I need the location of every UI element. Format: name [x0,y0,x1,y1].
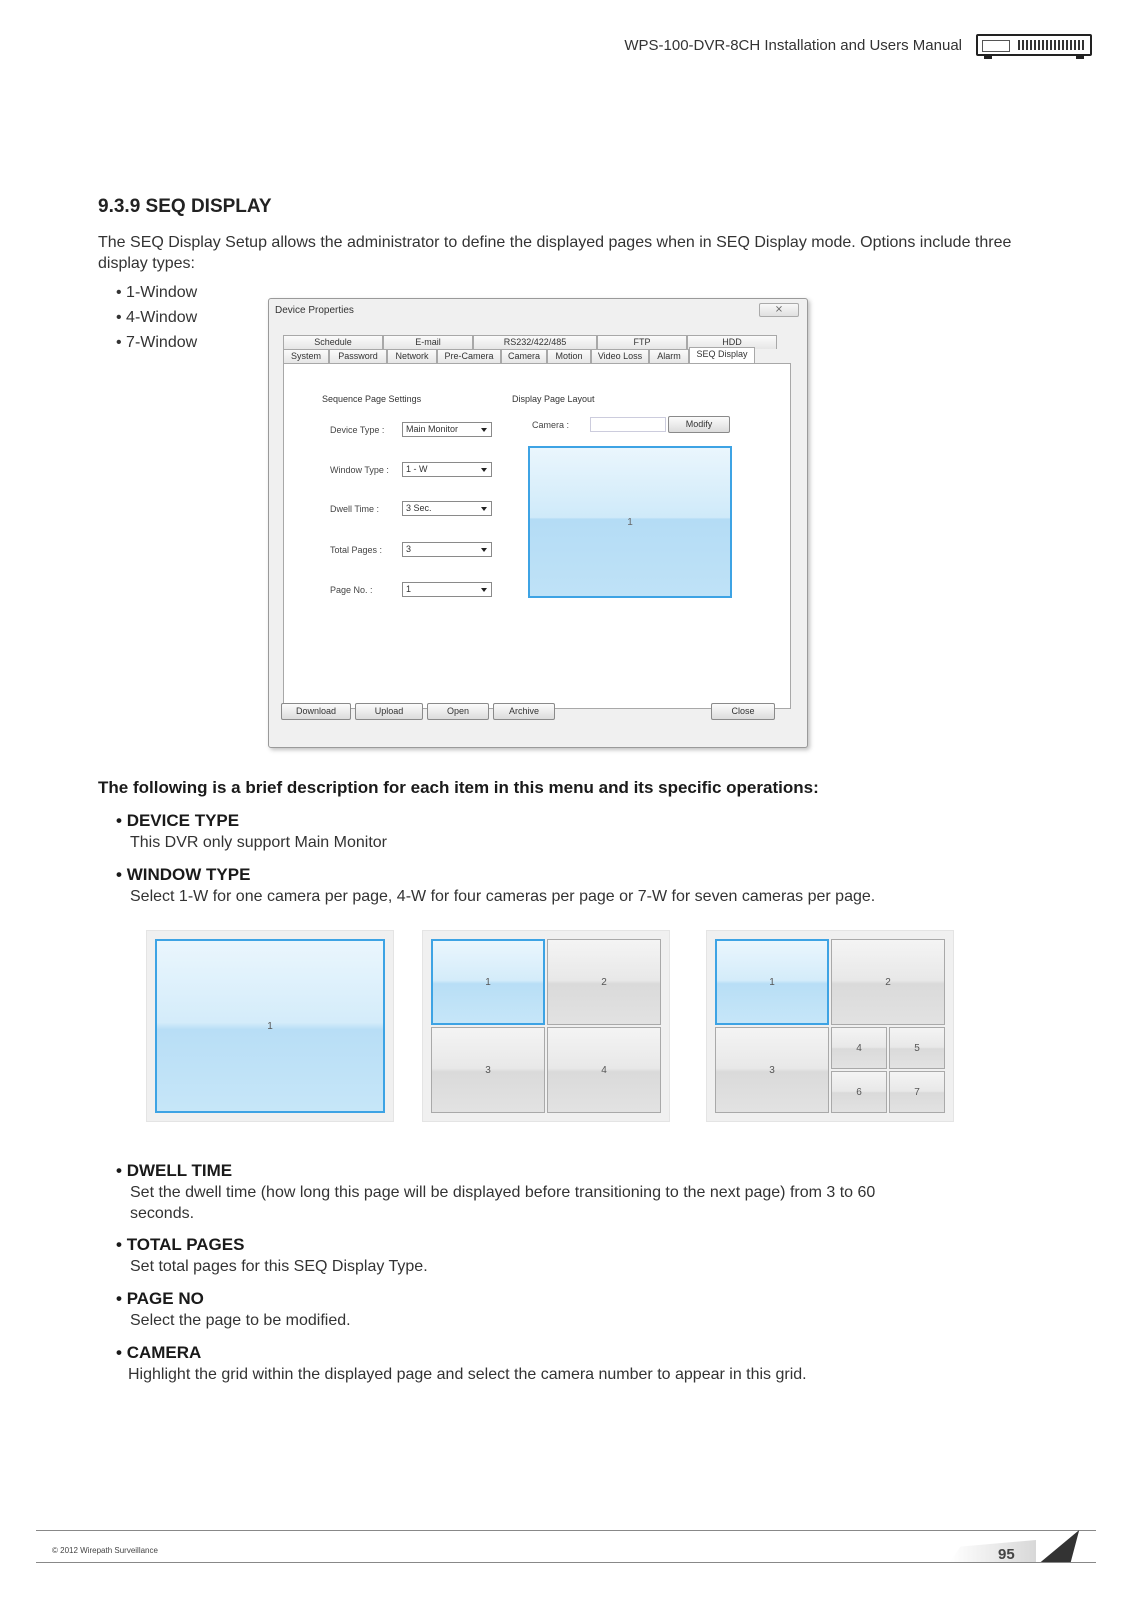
device-type-label: Device Type : [330,425,385,435]
tab-schedule[interactable]: Schedule [283,335,383,349]
device-type-select[interactable] [402,422,492,437]
dwell-time-value: 3 Sec. [406,503,432,513]
upload-button[interactable]: Upload [355,703,423,720]
item-title: • TOTAL PAGES [116,1234,1076,1256]
page-no-value: 1 [406,584,412,594]
download-button[interactable]: Download [281,703,351,720]
item-desc: Select the page to be modified. [130,1312,351,1329]
footer-tab-decoration [950,1540,1036,1562]
tab-seq-display[interactable]: SEQ Display [689,347,755,363]
device-properties-dialog [268,298,808,748]
grid-cell: 1 [715,939,829,1025]
description-item-device-type [116,810,1076,853]
dwell-time-label: Dwell Time : [330,504,380,514]
display-type-item: • 1-Window [116,280,197,305]
window-type-4w-figure [422,930,670,1122]
item-desc: Set the dwell time (how long this page will be displayed before transitioning to the next page) from 3 to 60 seconds. [130,1184,876,1222]
window-type-value: 1 - W [406,464,428,474]
page-no-select[interactable] [402,582,492,597]
tab-rs232[interactable]: RS232/422/485 [473,335,597,349]
close-button[interactable]: Close [711,703,775,720]
grid-cell: 3 [715,1027,829,1113]
grid-cell: 2 [831,939,945,1025]
section-title: 9.3.9 SEQ DISPLAY [98,196,272,217]
open-button[interactable]: Open [427,703,489,720]
item-desc: Select 1-W for one camera per page, 4-W for four cameras per page or 7-W for seven cameras per page. [130,888,876,905]
dwell-time-select[interactable] [402,501,492,516]
description-item-camera [116,1342,1076,1385]
dvr-device-icon [976,34,1092,56]
chevron-down-icon [481,548,487,552]
tab-row-front [283,349,755,363]
item-title: • CAMERA [116,1342,1076,1364]
header-title: WPS-100-DVR-8CH Installation and Users Manual [624,36,962,54]
layout-group-label: Display Page Layout [512,394,595,404]
description-heading: The following is a brief description for each item in this menu and its specific operations: [98,778,819,797]
dialog-title: Device Properties [275,304,354,316]
display-type-item: • 7-Window [116,330,197,355]
seq-display-panel [283,363,791,709]
grid-cell: 2 [547,939,661,1025]
chevron-down-icon [481,468,487,472]
display-type-list [116,280,197,355]
page-header [624,34,1092,56]
item-title: • PAGE NO [116,1288,1076,1310]
footer-slash-decoration [1041,1530,1089,1562]
close-icon[interactable]: ⨯ [759,303,799,317]
tab-email[interactable]: E-mail [383,335,473,349]
description-item-page-no [116,1288,1076,1331]
tab-video-loss[interactable]: Video Loss [591,349,649,363]
camera-label: Camera : [532,420,570,430]
grid-cell: 1 [431,939,545,1025]
camera-input[interactable] [590,417,666,432]
window-type-select[interactable] [402,462,492,477]
chevron-down-icon [481,507,487,511]
description-item-window-type [116,864,1076,907]
item-desc: This DVR only support Main Monitor [130,834,387,851]
item-title: • WINDOW TYPE [116,864,1076,886]
tab-alarm[interactable]: Alarm [649,349,689,363]
grid-cell: 5 [889,1027,945,1069]
grid-cell: 4 [831,1027,887,1069]
display-type-item: • 4-Window [116,305,197,330]
grid-cell: 7 [889,1071,945,1113]
dialog-titlebar [269,299,807,321]
grid-cell: 4 [547,1027,661,1113]
tab-system[interactable]: System [283,349,329,363]
chevron-down-icon [481,428,487,432]
page-no-label: Page No. : [330,585,373,595]
sequence-group-label: Sequence Page Settings [322,394,422,404]
tab-camera[interactable]: Camera [501,349,547,363]
window-type-label: Window Type : [330,465,389,475]
copyright: © 2012 Wirepath Surveillance [52,1546,158,1555]
total-pages-label: Total Pages : [330,545,383,555]
total-pages-value: 3 [406,544,412,554]
item-desc: Highlight the grid within the displayed page and select the camera number to appear in this grid. [128,1366,807,1383]
grid-cell: 3 [431,1027,545,1113]
tab-pre-camera[interactable]: Pre-Camera [437,349,501,363]
chevron-down-icon [481,588,487,592]
grid-cell: 1 [155,939,385,1113]
section-intro: The SEQ Display Setup allows the administrator to define the displayed pages when in SEQ Display mode. Options include three display types: [98,234,1012,272]
window-type-1w-figure [146,930,394,1122]
tab-ftp[interactable]: FTP [597,335,687,349]
tab-password[interactable]: Password [329,349,387,363]
description-item-dwell-time [116,1160,1076,1224]
item-desc: Set total pages for this SEQ Display Type. [130,1258,428,1275]
layout-preview-cell[interactable] [528,446,732,598]
modify-button[interactable]: Modify [668,416,730,433]
device-type-value: Main Monitor [406,424,459,434]
tab-hdd[interactable]: HDD [687,335,777,349]
tab-motion[interactable]: Motion [547,349,591,363]
tab-network[interactable]: Network [387,349,437,363]
window-type-7w-figure [706,930,954,1122]
grid-cell: 6 [831,1071,887,1113]
total-pages-select[interactable] [402,542,492,557]
footer-divider [36,1530,1096,1531]
archive-button[interactable]: Archive [493,703,555,720]
item-title: • DEVICE TYPE [116,810,1076,832]
description-item-total-pages [116,1234,1076,1277]
footer-divider [36,1562,1096,1563]
item-title: • DWELL TIME [116,1160,1076,1182]
layout-preview-number: 1 [627,516,633,528]
page-number: 95 [998,1546,1015,1563]
